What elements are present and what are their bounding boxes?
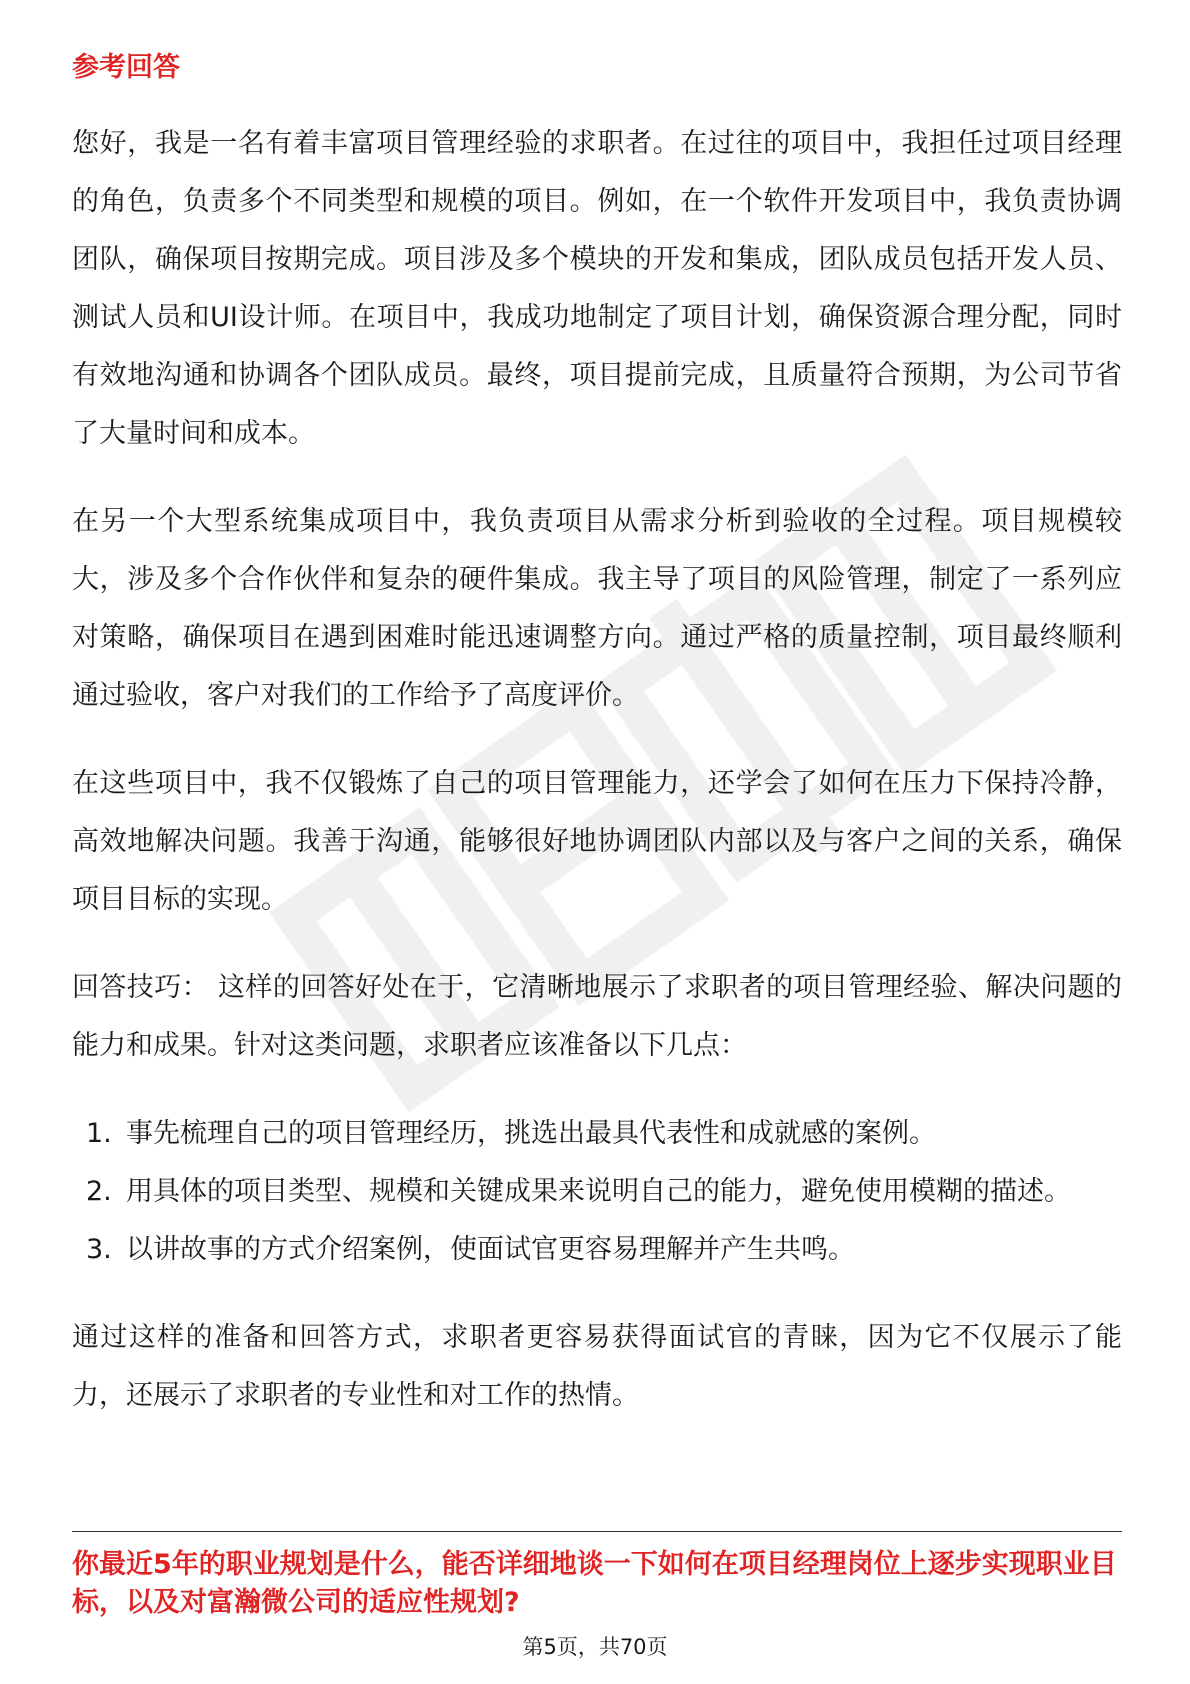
page-number: 第5页，共70页 [522,1635,668,1659]
section-divider [72,1531,1122,1532]
tips-list [72,1105,1122,1279]
answer-paragraph: 在这些项目中，我不仅锻炼了自己的项目管理能力，还学会了如何在压力下保持冷静，高效地解决问题。我善于沟通，能够很好地协调团队内部以及与客户之间的关系，确保项目目标的实现。 [72,768,1122,915]
list-item [72,1163,1122,1221]
closing-paragraph: 通过这样的准备和回答方式，求职者更容易获得面试官的青睐，因为它不仅展示了能力，还展示了求职者的专业性和对工作的热情。 [72,1322,1122,1411]
list-item-number: 1. [86,1118,112,1149]
section-title: 参考回答 [72,52,180,83]
list-item [72,1221,1122,1279]
list-item-text: 以讲故事的方式介绍案例，使面试官更容易理解并产生共鸣。 [126,1234,855,1265]
list-item-number: 3. [86,1234,112,1265]
list-item-number: 2. [86,1176,112,1207]
answer-paragraph: 在另一个大型系统集成项目中，我负责项目从需求分析到验收的全过程。项目规模较大，涉及多个合作伙伴和复杂的硬件集成。我主导了项目的风险管理，制定了一系列应对策略，确保项目在遇到困难时能迅速调整方向。通过严格的质量控制，项目最终顺利通过验收，客户对我们的工作给予了高度评价。 [72,506,1122,711]
answer-tips-intro: 回答技巧： 这样的回答好处在于，它清晰地展示了求职者的项目管理经验、解决问题的能力和成果。针对这类问题，求职者应该准备以下几点： [72,972,1122,1061]
list-item-text: 事先梳理自己的项目管理经历，挑选出最具代表性和成就感的案例。 [126,1118,936,1149]
answer-body [72,115,1122,1455]
list-item [72,1105,1122,1163]
list-item-text: 用具体的项目类型、规模和关键成果来说明自己的能力，避免使用模糊的描述。 [126,1176,1071,1207]
answer-paragraph: 您好，我是一名有着丰富项目管理经验的求职者。在过往的项目中，我担任过项目经理的角色，负责多个不同类型和规模的项目。例如，在一个软件开发项目中，我负责协调团队，确保项目按期完成。项目涉及多个模块的开发和集成，团队成员包括开发人员、测试人员和UI设计师。在项目中，我成功地制定了项目计划，确保资源合理分配，同时有效地沟通和协调各个团队成员。最终，项目提前完成，且质量符合预期，为公司节省了大量时间和成本。 [72,128,1122,449]
next-question-heading: 你最近5年的职业规划是什么，能否详细地谈一下如何在项目经理岗位上逐步实现职业目标，以及对富瀚微公司的适应性规划? [72,1549,1117,1618]
